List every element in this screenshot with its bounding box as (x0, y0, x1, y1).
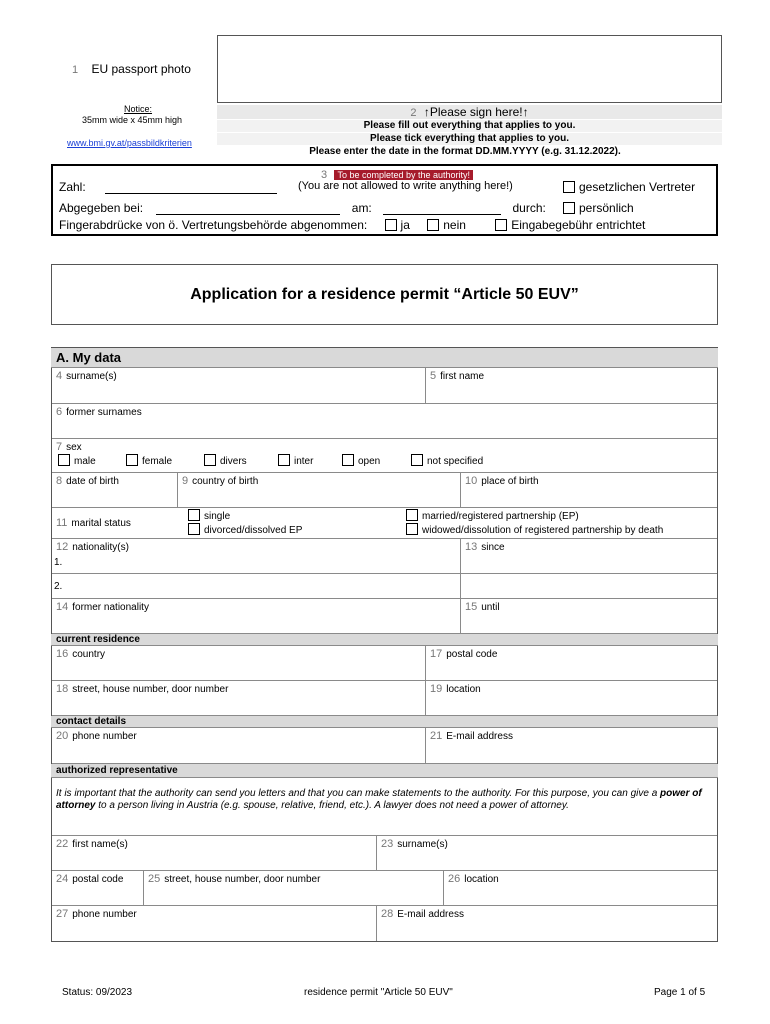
divers-checkbox[interactable] (204, 454, 216, 466)
abgegeben-field[interactable] (156, 202, 340, 215)
rep-postal-code-field[interactable]: 24 postal code (52, 871, 144, 906)
marital-status-field: 11 marital status single divorced/dissolved EP married/registered partnership (EP) widowed/dissolution of registered partnership by death (52, 508, 717, 539)
representative-info: It is important that the authority can send you letters and that you can make statements to the authority. For this purpose, you can give a power of attorney to a person living in Austria (e.g. spouse, relative, friend, etc.). A lawyer does not need a power of attorney. (52, 778, 717, 836)
rep-email-field[interactable]: 28 E-mail address (381, 908, 464, 920)
current-residence-header: current residence (51, 634, 718, 646)
surname-field[interactable]: 4 surname(s) (52, 368, 426, 404)
persoenlich-checkbox[interactable] (563, 202, 575, 214)
place-of-birth-field[interactable]: 10 place of birth (461, 473, 717, 508)
country-of-birth-field[interactable]: 9 country of birth (178, 473, 461, 508)
sex-option-inter[interactable]: inter (278, 454, 313, 467)
first-name-field[interactable]: 5 first name (426, 368, 717, 404)
finger-row: Fingerabdrücke von ö. Vertretungsbehörde abgenommen: ja nein Eingabegebühr entrichtet (59, 218, 646, 232)
title-box (51, 264, 718, 325)
former-nationality-until-field[interactable]: 15 until (461, 599, 717, 634)
notice-title: Notice: (124, 104, 153, 114)
location-field[interactable]: 19 location (426, 681, 717, 716)
inter-checkbox[interactable] (278, 454, 290, 466)
sign-here-label: ↑Please sign here!↑ (423, 105, 529, 119)
nationality-1-field[interactable]: 12 nationality(s) 1. (52, 539, 461, 574)
divorced-checkbox[interactable] (188, 523, 200, 535)
male-checkbox[interactable] (58, 454, 70, 466)
sex-option-not-specified[interactable]: not specified (411, 454, 483, 467)
sex-option-male[interactable]: male (58, 454, 96, 467)
nationality-since-field[interactable]: 13 since (461, 539, 717, 574)
signature-field[interactable] (217, 35, 722, 103)
date-of-birth-field[interactable]: 8 date of birth (52, 473, 178, 508)
authority-note: (You are not allowed to write anything here!) (298, 180, 513, 192)
marital-option-single[interactable]: single (188, 509, 230, 522)
sex-option-divers[interactable]: divers (204, 454, 247, 467)
country-field[interactable]: 16 country (52, 646, 426, 681)
sex-field: 7 sex male female divers inter open not specified (52, 439, 717, 473)
female-checkbox[interactable] (126, 454, 138, 466)
rep-surname-field[interactable]: 23 surname(s) (377, 836, 717, 871)
ja-checkbox[interactable] (385, 219, 397, 231)
sign-instructions: 2 ↑Please sign here!↑ Please fill out everything that applies to you. Please tick everything that applies to you. (217, 105, 722, 160)
street-field[interactable]: 18 street, house number, door number (52, 681, 426, 716)
passbild-link[interactable]: www.bmi.gv.at/passbildkriterien (67, 138, 192, 148)
married-checkbox[interactable] (406, 509, 418, 521)
passport-photo-label: 1 EU passport photo (72, 62, 191, 76)
vertreter-option[interactable]: gesetzlichen Vertreter (563, 180, 695, 194)
am-field[interactable] (383, 202, 501, 215)
widowed-checkbox[interactable] (406, 523, 418, 535)
not-specified-checkbox[interactable] (411, 454, 423, 466)
gebuehr-checkbox[interactable] (495, 219, 507, 231)
sign-line-3: Please enter the date in the format DD.MM.YYYY (e.g. 31.12.2022). (309, 146, 621, 157)
marital-option-married[interactable]: married/registered partnership (EP) (406, 509, 579, 522)
sign-line-1: Please fill out everything that applies to you. (217, 120, 722, 132)
footer-page: Page 1 of 5 (654, 987, 706, 998)
authorized-representative-header: authorized representative (51, 764, 718, 778)
phone-number-field[interactable]: 20 phone number (52, 728, 426, 764)
zahl-label: Zahl: (59, 180, 277, 194)
abgegeben-label: Abgegeben bei: am: durch: (59, 201, 546, 215)
nationality-2-field[interactable]: 2. (52, 574, 461, 599)
section-a-header: A. My data (51, 348, 718, 368)
page-title: Application for a residence permit “Article 50 EUV” (190, 285, 579, 303)
sex-option-female[interactable]: female (126, 454, 172, 467)
sign-line-2: Please tick everything that applies to you. (217, 133, 722, 145)
marital-option-divorced[interactable]: divorced/dissolved EP (188, 523, 302, 536)
authority-box: 3 To be completed by the authority! Zahl: (You are not allowed to write anything here!) gesetzlichen Vertreter Abgegeben bei: am: durch: persönlich Fingerabdrücke von ö. Vertretungsbehörde abgenommen: ja nein Eingabegebühr entrichtet (51, 164, 718, 236)
sex-option-open[interactable]: open (342, 454, 380, 467)
persoenlich-option[interactable]: persönlich (563, 201, 634, 215)
authority-badge: To be completed by the authority! (334, 170, 473, 180)
rep-phone-field[interactable]: 27 phone number (52, 906, 377, 941)
vertreter-checkbox[interactable] (563, 181, 575, 193)
zahl-field[interactable] (105, 181, 277, 194)
single-checkbox[interactable] (188, 509, 200, 521)
rep-location-field[interactable]: 26 location (444, 871, 717, 906)
email-field[interactable]: 21 E-mail address (426, 728, 717, 764)
footer-status: Status: 09/2023 (62, 987, 133, 998)
nationality-2-since-field[interactable] (461, 574, 717, 599)
footer-title: residence permit "Article 50 EUV" (304, 987, 453, 998)
rep-street-field[interactable]: 25 street, house number, door number (144, 871, 444, 906)
former-nationality-field[interactable]: 14 former nationality (52, 599, 461, 634)
postal-code-field[interactable]: 17 postal code (426, 646, 717, 681)
former-surnames-field[interactable]: 6 former surnames (52, 404, 717, 439)
rep-first-name-field[interactable]: 22 first name(s) (52, 836, 377, 871)
open-checkbox[interactable] (342, 454, 354, 466)
notice-text: 35mm wide x 45mm high (82, 115, 183, 125)
nein-checkbox[interactable] (427, 219, 439, 231)
contact-details-header: contact details (51, 716, 718, 728)
marital-option-widowed[interactable]: widowed/dissolution of registered partnership by death (406, 523, 663, 536)
